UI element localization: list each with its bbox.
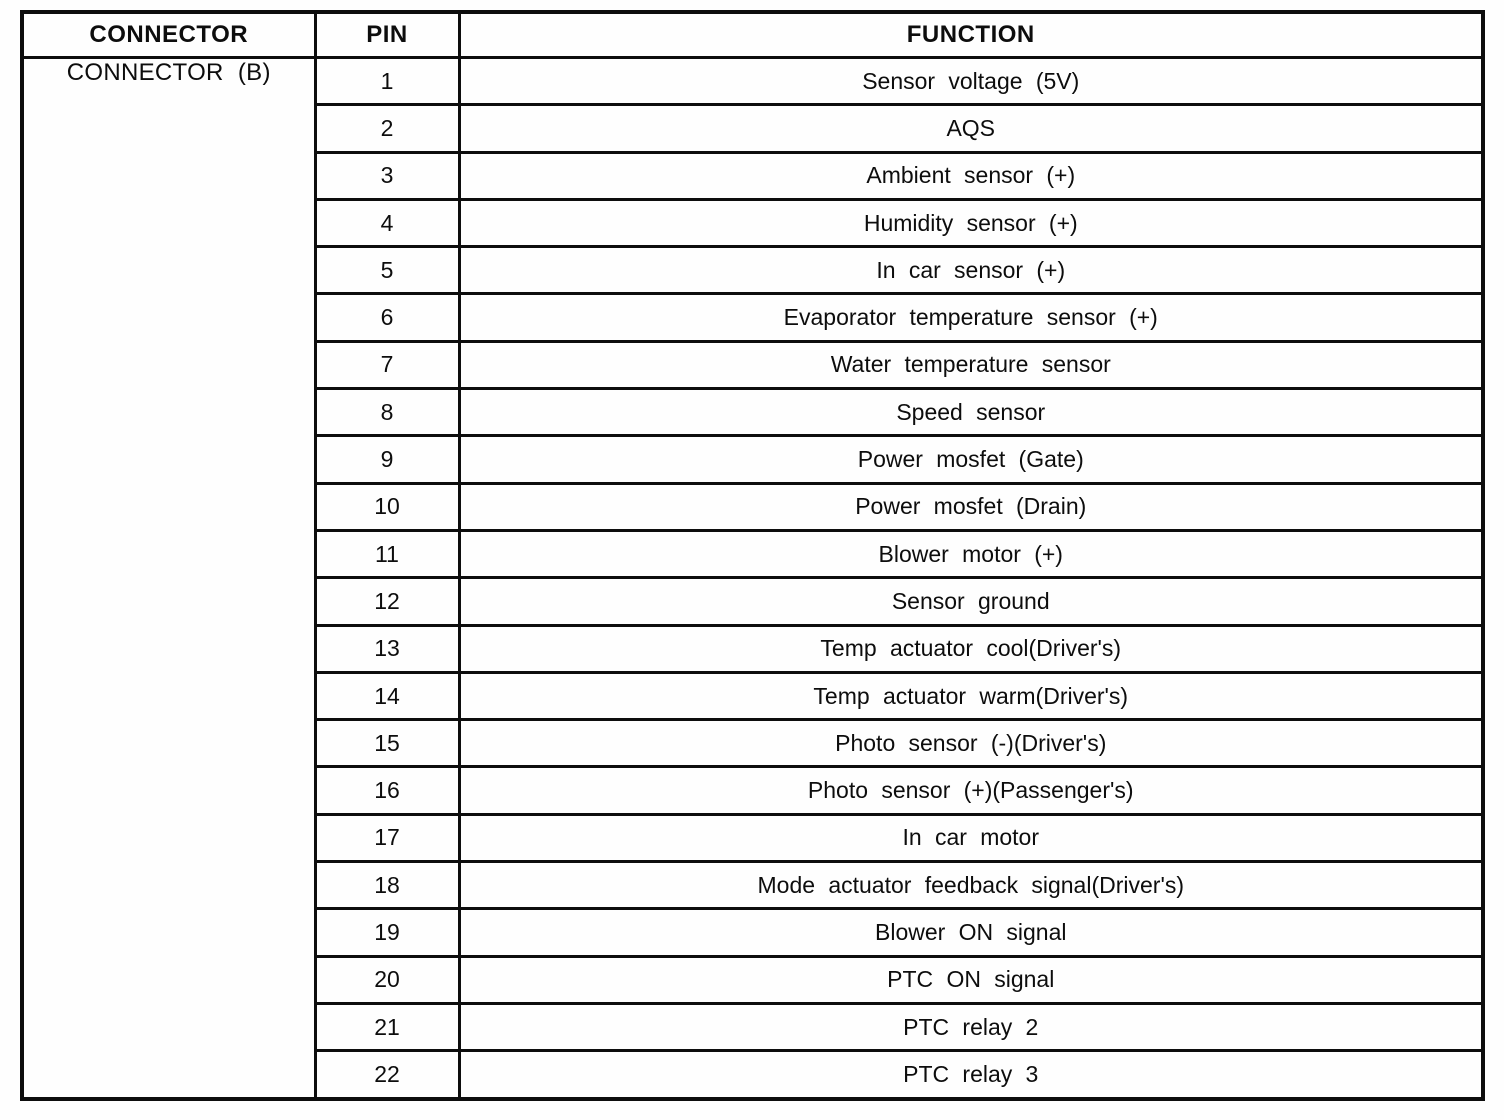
header-pin: PIN — [315, 12, 459, 58]
pin-cell: 6 — [315, 294, 459, 341]
pin-cell: 10 — [315, 483, 459, 530]
pin-cell: 3 — [315, 152, 459, 199]
pin-cell: 4 — [315, 199, 459, 246]
pin-function-table — [20, 10, 1485, 1101]
function-cell: Humidity sensor (+) — [459, 199, 1483, 246]
header-connector: CONNECTOR — [22, 12, 315, 58]
pin-cell: 14 — [315, 672, 459, 719]
pin-cell: 21 — [315, 1003, 459, 1050]
pin-cell: 12 — [315, 578, 459, 625]
function-cell: Speed sensor — [459, 389, 1483, 436]
pin-cell: 11 — [315, 530, 459, 577]
pin-cell: 1 — [315, 58, 459, 105]
pin-cell: 20 — [315, 956, 459, 1003]
function-cell: Power mosfet (Drain) — [459, 483, 1483, 530]
pin-cell: 7 — [315, 341, 459, 388]
pin-cell: 22 — [315, 1051, 459, 1099]
function-cell: PTC relay 3 — [459, 1051, 1483, 1099]
function-cell: In car motor — [459, 814, 1483, 861]
function-cell: Water temperature sensor — [459, 341, 1483, 388]
pin-cell: 15 — [315, 720, 459, 767]
function-cell: Photo sensor (+)(Passenger's) — [459, 767, 1483, 814]
function-cell: PTC relay 2 — [459, 1003, 1483, 1050]
header-row — [22, 12, 1483, 58]
function-cell: Ambient sensor (+) — [459, 152, 1483, 199]
function-cell: PTC ON signal — [459, 956, 1483, 1003]
pin-cell: 13 — [315, 625, 459, 672]
function-cell: Sensor ground — [459, 578, 1483, 625]
function-cell: Blower ON signal — [459, 909, 1483, 956]
pin-cell: 17 — [315, 814, 459, 861]
function-cell: Temp actuator cool(Driver's) — [459, 625, 1483, 672]
pin-cell: 2 — [315, 105, 459, 152]
function-cell: Power mosfet (Gate) — [459, 436, 1483, 483]
header-function: FUNCTION — [459, 12, 1483, 58]
pin-cell: 19 — [315, 909, 459, 956]
pin-cell: 9 — [315, 436, 459, 483]
table-row — [22, 58, 1483, 105]
pin-cell: 16 — [315, 767, 459, 814]
pin-cell: 8 — [315, 389, 459, 436]
function-cell: Evaporator temperature sensor (+) — [459, 294, 1483, 341]
pin-cell: 18 — [315, 862, 459, 909]
function-cell: Sensor voltage (5V) — [459, 58, 1483, 105]
function-cell: Temp actuator warm(Driver's) — [459, 672, 1483, 719]
function-cell: In car sensor (+) — [459, 247, 1483, 294]
pin-cell: 5 — [315, 247, 459, 294]
function-cell: Photo sensor (-)(Driver's) — [459, 720, 1483, 767]
function-cell: AQS — [459, 105, 1483, 152]
connector-cell: CONNECTOR (B) — [22, 58, 315, 1099]
function-cell: Mode actuator feedback signal(Driver's) — [459, 862, 1483, 909]
function-cell: Blower motor (+) — [459, 530, 1483, 577]
